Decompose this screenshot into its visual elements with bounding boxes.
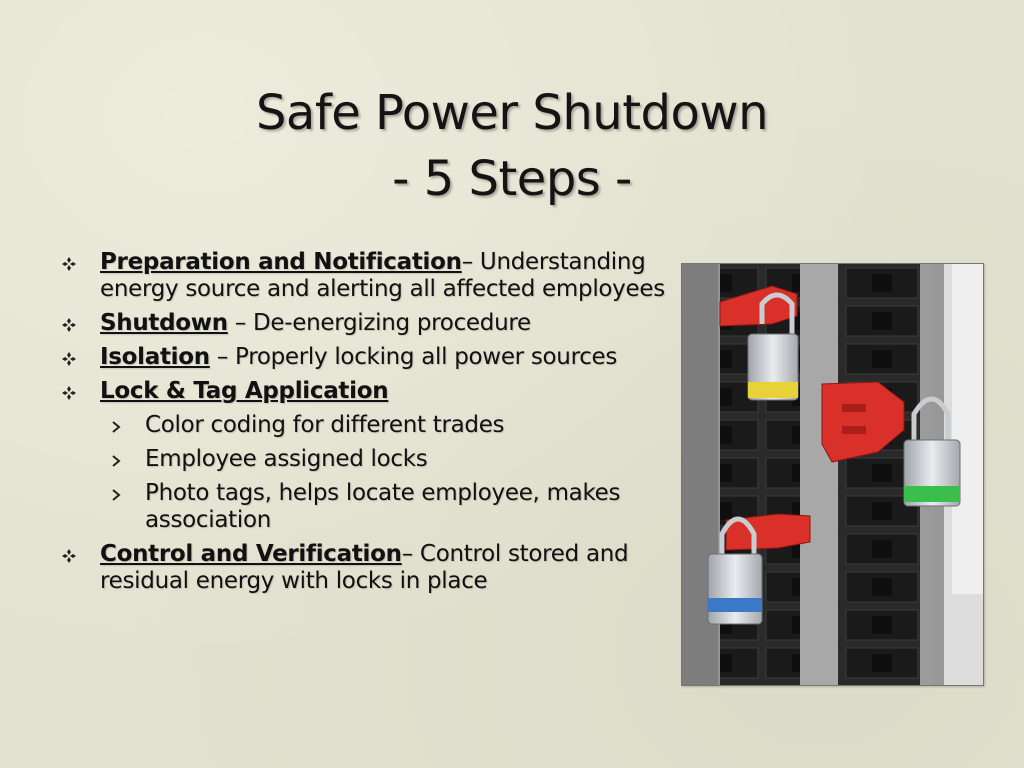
step-term: Lock & Tag Application: [100, 378, 389, 404]
step-description: – Control stored and residual energy with locks in place: [100, 541, 629, 594]
chevron-right-icon: [112, 412, 126, 439]
step-item: [62, 249, 674, 303]
step-item: [62, 344, 674, 371]
step-item: [62, 310, 674, 337]
diamond-bullet-icon: [62, 378, 82, 405]
chevron-right-icon: [112, 446, 126, 473]
slide-title: [0, 80, 1024, 212]
diamond-bullet-icon: [62, 344, 82, 371]
title-line-1: Safe Power Shutdown: [255, 85, 769, 141]
step-term: Shutdown: [100, 310, 228, 336]
step-description: – Understanding energy source and alerting all affected employees: [100, 249, 665, 302]
breaker-panel-illustration: [682, 264, 983, 685]
step-description: – De-energizing procedure: [227, 310, 531, 336]
lockout-panel-photo: [681, 263, 984, 686]
title-line-2: - 5 Steps -: [392, 151, 632, 207]
step-description: – Properly locking all power sources: [209, 344, 618, 370]
sub-item: [62, 446, 674, 473]
step-item: [62, 378, 674, 405]
steps-list: [62, 249, 674, 602]
diamond-bullet-icon: [62, 541, 82, 568]
sub-item-text: Color coding for different trades: [145, 412, 505, 438]
sub-item-text: Photo tags, helps locate employee, makes association: [145, 480, 621, 533]
sub-item: [62, 480, 674, 534]
step-term: Control and Verification: [100, 541, 402, 567]
chevron-right-icon: [112, 480, 126, 507]
diamond-bullet-icon: [62, 249, 82, 276]
step-term: Isolation: [100, 344, 210, 370]
sub-item-text: Employee assigned locks: [145, 446, 428, 472]
step-term: Preparation and Notification: [100, 249, 462, 275]
step-item: [62, 541, 674, 595]
diamond-bullet-icon: [62, 310, 82, 337]
sub-item: [62, 412, 674, 439]
